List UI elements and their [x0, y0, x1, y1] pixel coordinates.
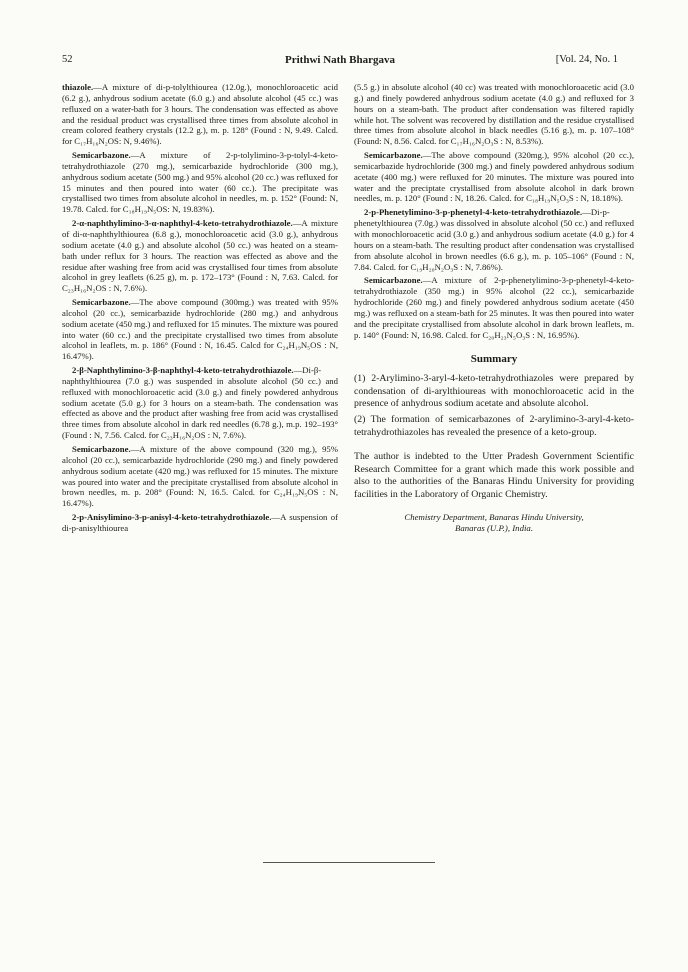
paragraph-text: —A mixture of the above compound (320 mg.), 95% alcohol (20 cc.), semicarbazide hydrochloride (290 mg.) and finely powdered anhydrous sodium acetate (420 mg.) was refluxed for 15 minutes. The mixture was poured into water and the precipitate crystallised from absolute alcohol in brown needles, m. p. 208° (Found: N, 16.5. Calcd. for C₂₄H₁₉N₅OS : N, 16.47%).	[62, 444, 338, 509]
section-heading: 2-β-Naphthylimino-3-β-naphthyl-4-keto-tetrahydrothiazole.	[72, 365, 294, 376]
section-heading: Semicarbazone.	[72, 297, 131, 308]
section-heading: 2-α-naphthylimino-3-α-naphthyl-4-keto-tetrahydrothiazole.	[72, 218, 293, 229]
paragraph	[354, 82, 634, 147]
summary-item: (2) The formation of semicarbazones of 2-arylimino-3-aryl-4-keto-tetrahydrothiazoles has revealed the presence of a keto-group.	[354, 414, 634, 438]
paragraph-text: —The above compound (300mg.) was treated with 95% alcohol (20 cc.), semicarbazide hydrochloride (280 mg.) and anhydrous sodium acetate (450 mg.) and refluxed for 15 minutes. The mixture was poured into water (60 cc.) and the precipitate crystallised two times from absolute alcohol in leaflets, m. p. 186° (Found : N, 16.45. Calcd for C₂₄H₁₉N₅OS : N, 16.47%).	[62, 297, 338, 362]
affiliation	[354, 512, 634, 534]
paragraph	[62, 218, 338, 294]
summary-section	[354, 373, 634, 501]
paragraph-text: —A mixture of 2-p-tolylimino-3-p-tolyl-4-keto-tetrahydrothiazole (270 mg.), semicarbazide hydrochloride (300 mg.), anhydrous sodium acetate (500 mg.) and 95% alcohol (20 cc.) was refluxed for 15 minutes and then poured into water (60 cc.). The precipitate was crystallised two times from absolute alcohol in needles, m. p. 152° (Found: N, 19.78. Calcd. for C₁₈H₁₉N₅OS: N, 19.83%).	[62, 150, 338, 215]
paragraph	[62, 512, 338, 534]
right-column	[354, 82, 634, 537]
section-heading: Semicarbazone.	[364, 275, 423, 286]
section-heading: Semicarbazone.	[364, 150, 423, 161]
acknowledgement: The author is indebted to the Utter Pradesh Government Scientific Research Committee for a grant which made this work possible and also to the authorities of the Banaras Hindu University for providing facilities in the Laboratory of Organic Chemistry.	[354, 451, 634, 500]
page-number: 52	[62, 54, 73, 65]
section-heading: 2-p-Anisylimino-3-p-anisyl-4-keto-tetrahydrothiazole.	[72, 512, 272, 523]
paragraph-text: —A mixture of di-p-tolylthiourea (12.0g.), monochloroacetic acid (6.2 g.), anhydrous sodium acetate (6.0 g.) and absolute alcohol (45 cc.) was refluxed on a water-bath for 3 hours. The condensation was effected as above and the residual product was crystallised three times from absolute alcohol in cream colored feathery crystals (12.2 g.), m. p. 128° (Found : N, 9.49. Calcd. for C₁₇H₁₆N₂OS: N, 9.46%).	[62, 82, 338, 147]
section-heading: Semicarbazone.	[72, 150, 131, 161]
summary-item: (1) 2-Arylimino-3-aryl-4-keto-tetrahydrothiazoles were prepared by condensation of di-arylthioureas with monochloroacetic acid in the presence of anhydrous sodium acetate and absolute alcohol.	[354, 373, 634, 410]
section-heading: Semicarbazone.	[72, 444, 131, 454]
end-rule	[263, 862, 435, 863]
paragraph-text: —A mixture of di-α-naphthylthiourea (6.8 g.), monochloroacetic acid (3.0 g.), anhydrous sodium acetate (4.0 g.) and absolute alcohol (50 cc.) was heated on a steam-bath under reflux for 3 hours. The reaction was effected as above and the residue after washing free from acid was crystallised four times from absolute alcohol in grey leaflets (6.25 g), m. p. 172–173° (Found : N, 7.63. Calcd. for C₂₃H₁₆N₂OS : N, 7.6%).	[62, 218, 338, 294]
paragraph	[354, 150, 634, 204]
summary-heading: Summary	[470, 353, 518, 366]
paragraph-text: (5.5 g.) in absolute alcohol (40 cc) was treated with monochloroacetic acid (3.0 g.) and finely powdered anhydrous sodium acetate (4.0 g.) and refluxed for 3 hours on a steam-bath. The product after condensation was filtered rapidly while hot. The solvent was recovered by distillation and the residue crystallised three times from absolute alcohol in black needles (5.16 g.), m. p. 107–108° (Found: N, 8.56. Calcd. for C₁₇H₁₆N₂O₃S : N, 8.53%).	[354, 82, 634, 147]
running-author: Prithwi Nath Bhargava	[285, 54, 395, 66]
affiliation-line: Chemistry Department, Banaras Hindu University,	[404, 511, 584, 522]
affiliation-line: Banaras (U.P.), India.	[454, 522, 534, 533]
section-heading: 2-p-Phenetylimino-3-p-phenetyl-4-keto-tetrahydrothiazole.	[364, 207, 583, 218]
paragraph-text: —Di-β-naphthylthiourea (7.0 g.) was suspended in absolute alcohol (50 cc.) and refluxed with monochloroacetic acid (3.0 g.) and finely powdered anhydrous sodium acetate (5.0 g.) for 3 hours on a steam-bath. The condensation was effected as above and the product after washing free from acid was crystallised three times from absolute alcohol in dark red needles (6.78 g.), m.p. 192–193° (Found : N, 7.56. Calcd. for C₂₃H₁₆N₂OS : N, 7.6%).	[62, 365, 338, 441]
paragraph-text: —Di-p-phenetylthiourea (7.0g.) was dissolved in absolute alcohol (50 cc.) and refluxed with monochloroacetic acid (3.0 g.) and anhydrous sodium acetate (4.0 g.) for 4 hours on a steam-bath. The resulting product after condensation was crystallised from absolute alcohol in brown needles (6.6 g.), m. p. 105–106° (Found : N, 7.84. Calcd. for C₁₉H₂₀N₂O₃S : N, 7.86%).	[354, 207, 634, 272]
left-column	[62, 82, 338, 537]
paragraph	[62, 444, 338, 509]
section-heading: thiazole.	[62, 82, 94, 92]
paragraph-text: —A suspension of di-p-anisylthiourea	[62, 512, 338, 533]
paragraph-text: —The above compound (320mg.), 95% alcohol (20 cc.), semicarbazide hydrochloride (300 mg.) and finely powdered anhydrous sodium acetate (400 mg.) were refluxed for 20 minutes. The mixture was poured into water and the preciptate crystallised from absolute alcohol in dark brown needles, m. p. 120° (Found : N, 18.26. Calcd. for C₁₈H₁₉N₅O₃S : N, 18.18%).	[354, 150, 634, 204]
paragraph	[62, 365, 338, 441]
page-header	[62, 54, 618, 72]
paragraph	[354, 207, 634, 272]
paragraph	[62, 297, 338, 362]
paragraph-text: —A mixture of 2-p-phenetylimino-3-p-phenetyl-4-keto-tetrahydrothiazole (350 mg.) in 95% alcohol (22 cc.), semicarbazide hydrochloride (260 mg.) and finely powdered anhydrous sodium acetate (450 mg.) was refluxed on a steam-bath for 25 minutes. It was then poured into water and the precipitate crystallised from absolute alcohol in dark brown leaflets, m. p. 140° (Found: N, 16.98. Calcd. for C₂₀H₂₃N₅O₃S : N, 16.95%).	[354, 275, 634, 340]
paragraph	[62, 150, 338, 215]
volume-info: [Vol. 24, No. 1	[555, 54, 618, 65]
paragraph	[354, 275, 634, 340]
paragraph	[62, 82, 338, 147]
